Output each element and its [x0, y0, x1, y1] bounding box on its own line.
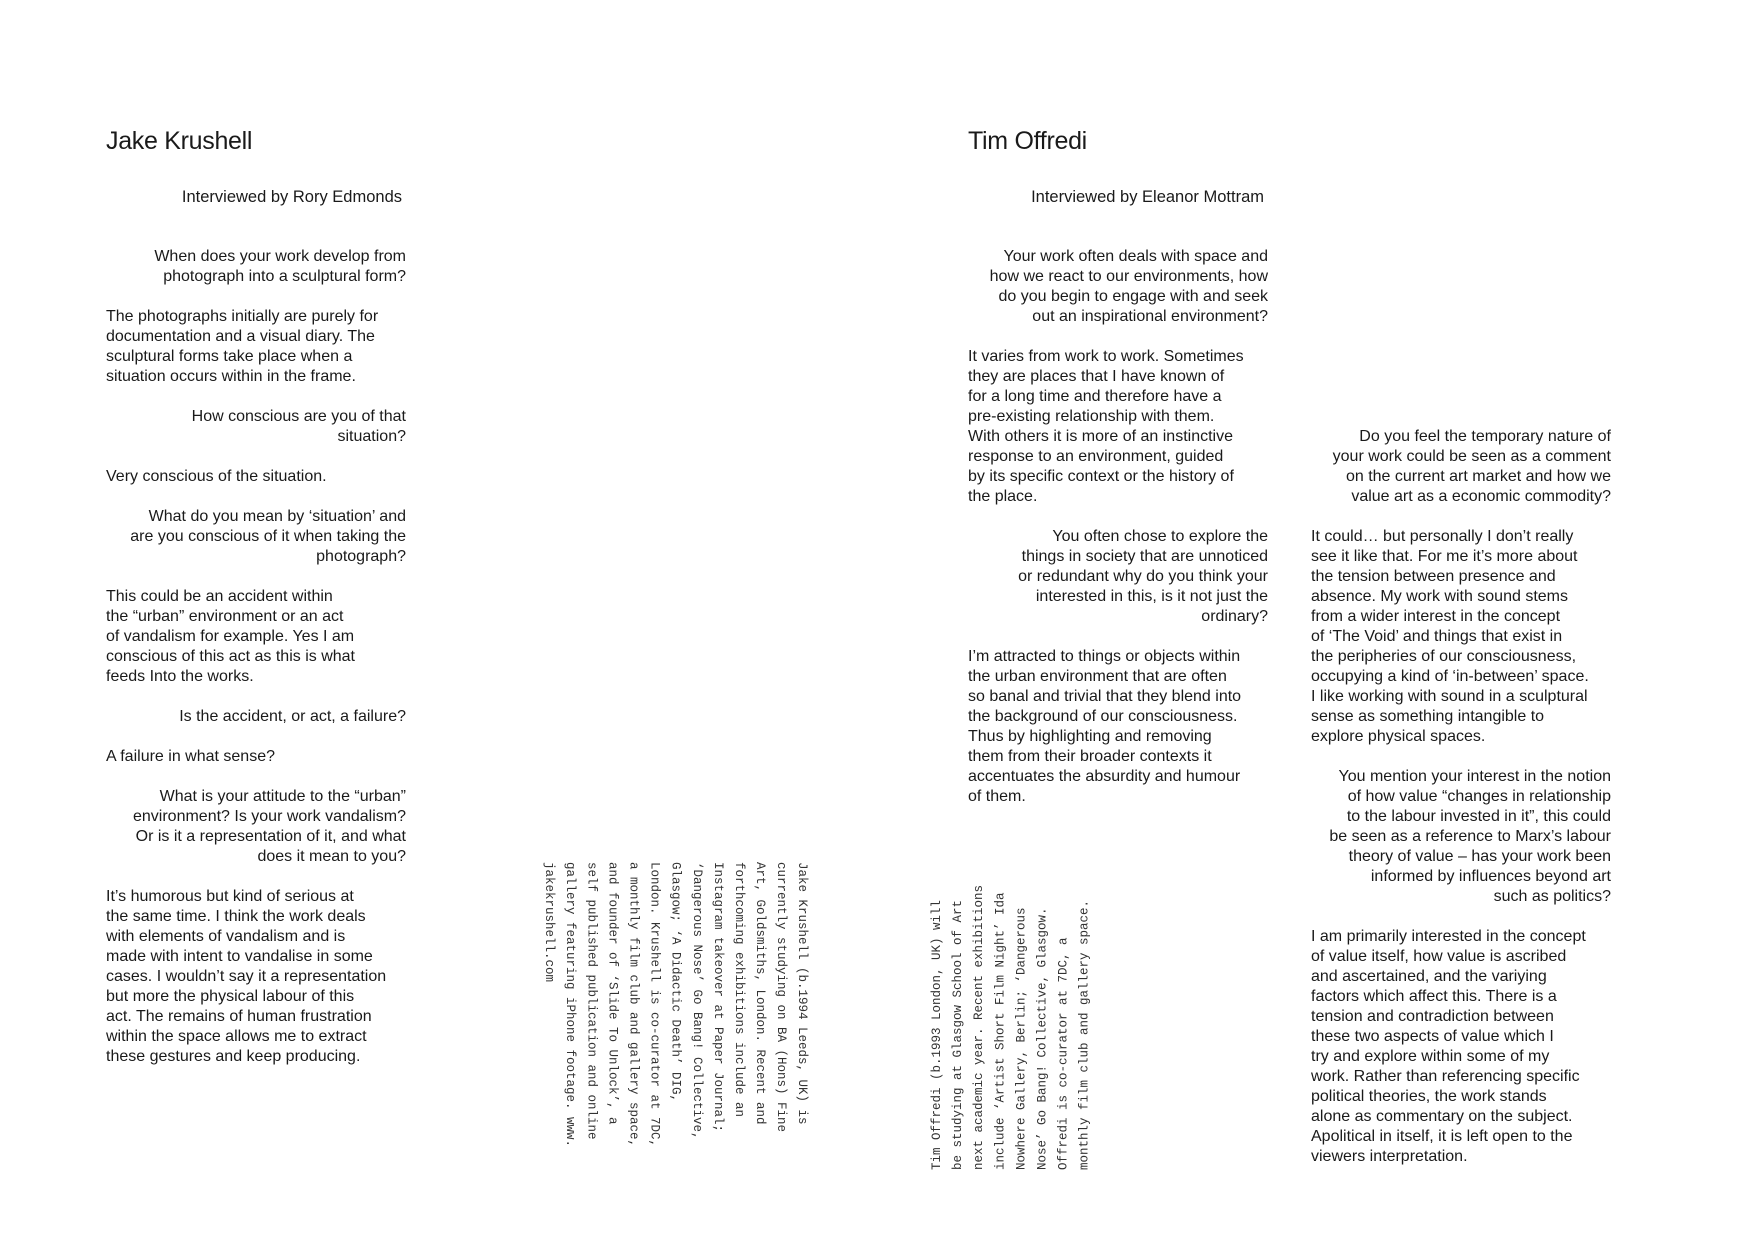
artist-bio-tim	[927, 885, 1096, 1170]
text-line: response to an environment, guided	[968, 448, 1224, 465]
text-line: value art as a economic commodity?	[1351, 488, 1611, 505]
text-line: A failure in what sense?	[106, 748, 275, 765]
interview-answer	[106, 887, 406, 1067]
text-line: to the labour invested in it”, this could	[1346, 808, 1611, 825]
text-line: You often chose to explore the	[1052, 528, 1268, 545]
text-line: of vandalism for example. Yes I am	[106, 628, 355, 645]
text-line: factors which affect this. There is a	[1311, 988, 1557, 1005]
text-line: I’m attracted to things or objects within	[968, 648, 1241, 665]
text-line: the peripheries of our consciousness,	[1311, 648, 1577, 665]
text-line: them from their broader contexts it	[968, 748, 1212, 765]
text-line: I am primarily interested in the concept	[1311, 928, 1586, 945]
text-line: sense as something intangible to	[1311, 708, 1545, 725]
bio-line: currently studying on BA (Hons) Fine	[774, 862, 789, 1133]
text-line: such as politics?	[1493, 888, 1611, 905]
bio-line: Nose’ Go Bang! Collective, Glasgow.	[1035, 907, 1050, 1171]
text-line: by its specific context or the history of	[968, 468, 1234, 485]
text-line: photograph into a sculptural form?	[163, 268, 406, 285]
text-line: environment? Is your work vandalism?	[132, 808, 406, 825]
interviewer-byline-left: Interviewed by Rory Edmonds	[181, 188, 402, 206]
text-line: these gestures and keep producing.	[106, 1048, 361, 1065]
text-line: the same time. I think the work deals	[106, 908, 366, 925]
interview-question	[968, 527, 1268, 627]
text-line: the “urban” environment or an act	[106, 608, 344, 625]
text-line: your work could be seen as a comment	[1332, 448, 1611, 465]
bio-line: include ‘Artist Short Film Night’ Ida	[993, 892, 1008, 1171]
text-line: How conscious are you of that	[191, 408, 406, 425]
text-line: the tension between presence and	[1311, 568, 1556, 585]
bio-line: London. Krushell is co-curator at 7DC,	[647, 862, 662, 1148]
text-line: Very conscious of the situation.	[106, 468, 327, 485]
text-line: With others it is more of an instinctive	[968, 428, 1233, 445]
interviewer-byline-right: Interviewed by Eleanor Mottram	[1031, 188, 1264, 206]
text-line: accentuates the absurdity and humour	[968, 768, 1241, 785]
text-line: The photographs initially are purely for	[106, 308, 379, 325]
text-line: made with intent to vandalise in some	[106, 948, 373, 965]
text-line: occupying a kind of ‘in-between’ space.	[1311, 668, 1589, 685]
text-line: It could… but personally I don’t really	[1311, 528, 1574, 545]
interview-answer	[106, 747, 406, 767]
bio-line: forthcoming exhibitions include an	[731, 862, 746, 1118]
text-line: This could be an accident within	[106, 588, 333, 605]
artist-bio-jake	[538, 862, 812, 1147]
bio-line: Glasgow; ‘A Didactic Death’ DIG,	[668, 862, 683, 1103]
text-line: When does your work develop from	[154, 248, 406, 265]
interview-question	[1311, 427, 1611, 507]
interview-answer	[968, 647, 1268, 807]
bio-line: Tim Offredi (b.1993 London, UK) will	[930, 900, 944, 1171]
text-line: alone as commentary on the subject.	[1311, 1108, 1573, 1125]
bio-line: self published publication and online	[584, 862, 599, 1140]
text-line: viewers interpretation.	[1311, 1148, 1468, 1165]
artist-name-right: Tim Offredi	[968, 127, 1087, 155]
text-line: does it mean to you?	[257, 848, 406, 865]
text-line: the urban environment that are often	[968, 668, 1227, 685]
text-line: conscious of this act as this is what	[106, 648, 355, 665]
bio-line: next academic year. Recent exhibitions	[972, 885, 987, 1171]
text-line: It varies from work to work. Sometimes	[968, 348, 1244, 365]
interview-column-right-2	[1311, 427, 1611, 1167]
text-line: so banal and trivial that they blend into	[968, 688, 1242, 705]
bio-line: gallery featuring iPhone footage. www.	[563, 862, 578, 1148]
text-line: or redundant why do you think your	[1018, 568, 1268, 585]
text-line: they are places that I have known of	[968, 368, 1225, 385]
text-line: of them.	[968, 788, 1026, 805]
interview-answer	[968, 347, 1268, 507]
text-line: What is your attitude to the “urban”	[159, 788, 406, 805]
text-line: political theories, the work stands	[1311, 1088, 1547, 1105]
interview-question	[106, 707, 406, 727]
text-line: pre-existing relationship with them.	[968, 408, 1215, 425]
text-line: from a wider interest in the concept	[1311, 608, 1561, 625]
text-line: of how value “changes in relationship	[1347, 788, 1611, 805]
text-line: are you conscious of it when taking the	[130, 528, 406, 545]
bio-line: be studying at Glasgow School of Art	[951, 900, 966, 1171]
text-line: these two aspects of value which I	[1311, 1028, 1554, 1045]
interview-question	[106, 787, 406, 867]
interview-question	[968, 247, 1268, 327]
text-line: informed by influences beyond art	[1370, 868, 1611, 885]
interview-answer	[106, 587, 406, 687]
bio-line: monthly film club and gallery space.	[1077, 900, 1092, 1171]
text-line: cases. I wouldn’t say it a representation	[106, 968, 387, 985]
bio-line: a monthly film club and gallery space,	[626, 862, 641, 1148]
text-line: for a long time and therefore have a	[968, 388, 1222, 405]
text-line: on the current art market and how we	[1345, 468, 1611, 485]
text-line: It’s humorous but kind of serious at	[106, 888, 354, 905]
text-line: Or is it a representation of it, and what	[135, 828, 406, 845]
text-line: be seen as a reference to Marx’s labour	[1329, 828, 1611, 845]
text-line: theory of value – has your work been	[1348, 848, 1611, 865]
text-line: do you begin to engage with and seek	[998, 288, 1268, 305]
interview-column-left	[106, 247, 406, 1067]
text-line: act. The remains of human frustration	[106, 1008, 372, 1025]
text-line: situation occurs within in the frame.	[106, 368, 356, 385]
text-line: Do you feel the temporary nature of	[1359, 428, 1611, 445]
text-line: Thus by highlighting and removing	[968, 728, 1212, 745]
bio-line: Offredi is co-curator at 7DC, a	[1056, 937, 1071, 1171]
text-line: documentation and a visual diary. The	[106, 328, 375, 345]
text-line: how we react to our environments, how	[989, 268, 1268, 285]
text-line: tension and contradiction between	[1311, 1008, 1554, 1025]
text-line: and ascertained, and the variying	[1311, 968, 1547, 985]
bio-line: jakekrushell.com	[542, 862, 557, 983]
text-line: sculptural forms take place when a	[106, 348, 353, 365]
text-line: absence. My work with sound stems	[1311, 588, 1568, 605]
text-line: What do you mean by ‘situation’ and	[148, 508, 406, 525]
text-line: with elements of vandalism and is	[106, 928, 346, 945]
bio-line: Nowhere Gallery, Berlin; ‘Dangerous	[1014, 907, 1029, 1171]
text-line: the place.	[968, 488, 1038, 505]
text-line: work. Rather than referencing specific	[1311, 1068, 1580, 1085]
text-line: explore physical spaces.	[1311, 728, 1486, 745]
interview-question	[106, 247, 406, 287]
interview-question	[106, 407, 406, 447]
text-line: within the space allows me to extract	[106, 1028, 367, 1045]
bio-line: ‘Dangerous Nose’ Go Bang! Collective,	[689, 862, 704, 1140]
interview-answer	[1311, 927, 1611, 1167]
text-line: see it like that. For me it’s more about	[1311, 548, 1578, 565]
interview-column-right-1	[968, 247, 1268, 807]
text-line: Your work often deals with space and	[1003, 248, 1268, 265]
text-line: try and explore within some of my	[1311, 1048, 1550, 1065]
bio-line: Instagram takeover at Paper Journal;	[710, 862, 725, 1133]
bio-line: Jake Krushell (b.1994 Leeds, UK) is	[795, 862, 810, 1125]
text-line: Is the accident, or act, a failure?	[179, 708, 406, 725]
interview-answer	[106, 307, 406, 387]
text-line: Apolitical in itself, it is left open to the	[1311, 1128, 1573, 1145]
text-line: the background of our consciousness.	[968, 708, 1238, 725]
text-line: interested in this, is it not just the	[1035, 588, 1268, 605]
text-line: out an inspirational environment?	[1032, 308, 1268, 325]
interview-question	[1311, 767, 1611, 907]
text-line: of ‘The Void’ and things that exist in	[1311, 628, 1563, 645]
bio-line: and founder of ‘Slide To Unlock’, a	[605, 862, 620, 1125]
artist-name-left: Jake Krushell	[106, 127, 253, 155]
text-line: I like working with sound in a sculptural	[1311, 688, 1588, 705]
text-line: of value itself, how value is ascribed	[1311, 948, 1567, 965]
text-line: but more the physical labour of this	[106, 988, 355, 1005]
text-line: photograph?	[316, 548, 406, 565]
text-line: situation?	[337, 428, 406, 445]
text-line: You mention your interest in the notion	[1338, 768, 1611, 785]
text-line: ordinary?	[1201, 608, 1268, 625]
interview-answer	[1311, 527, 1611, 747]
interview-answer	[106, 467, 406, 487]
text-line: things in society that are unnoticed	[1021, 548, 1268, 565]
text-line: feeds Into the works.	[106, 668, 254, 685]
bio-line: Art, Goldsmiths, London. Recent and	[753, 862, 768, 1125]
interview-question	[106, 507, 406, 567]
